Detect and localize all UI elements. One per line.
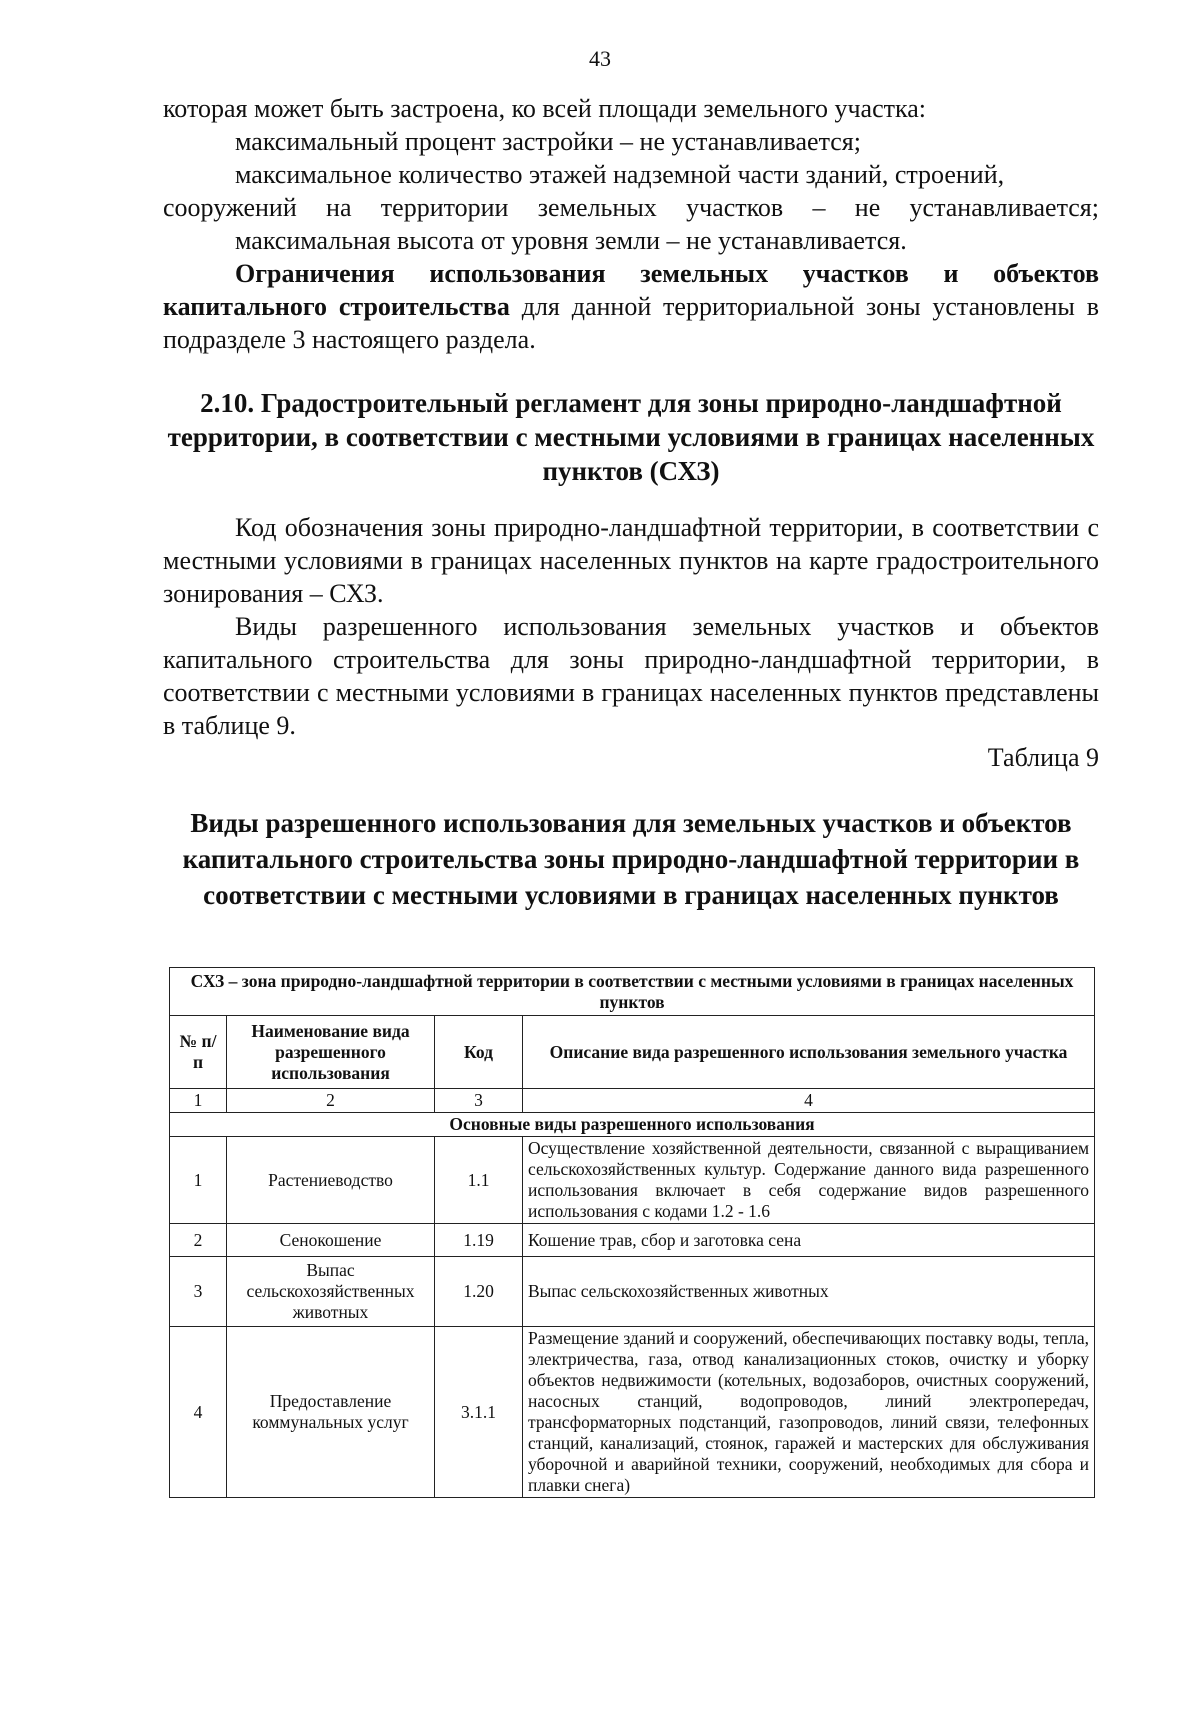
group-header: Основные виды разрешенного использования (170, 1113, 1095, 1137)
table-row (170, 1257, 1095, 1327)
intro-line-3: максимальное количество этажей надземной части зданий, строений, сооружений на территории земельных участков – не устанавливается; (163, 160, 1099, 222)
row-code: 1.19 (435, 1224, 523, 1257)
row-name: Растениеводство (227, 1137, 435, 1224)
header-name: Наименование вида разрешенного использования (227, 1016, 435, 1089)
row-num: 2 (170, 1224, 227, 1257)
header-description: Описание вида разрешенного использования земельного участка (523, 1016, 1095, 1089)
row-description: Кошение трав, сбор и заготовка сена (523, 1224, 1095, 1257)
intro-line-2: максимальный процент застройки – не устанавливается; (235, 127, 861, 156)
section-paragraph-2: Виды разрешенного использования земельных участков и объектов капитального строительства для зоны природно-ландшафтной территории, в соответствии с местными условиями в границах населенных пунктов представлены в таблице 9. (163, 612, 1099, 740)
page-number: 43 (589, 46, 611, 71)
restriction-rest: для данной территориальной зоны установлены в подразделе 3 настоящего раздела. (163, 292, 1099, 354)
restriction-bold: Ограничения использования земельных участков и объектов капитального строительства (163, 259, 1099, 321)
row-name: Выпас сельскохозяйственных животных (227, 1257, 435, 1327)
intro-line-1: которая может быть застроена, ко всей площади земельного участка: (163, 94, 927, 123)
row-name: Предоставление коммунальных услуг (227, 1327, 435, 1498)
section-title: 2.10. Градостроительный регламент для зоны природно-ландшафтной территории, в соответствии с местными условиями в границах населенных пунктов (СХЗ) (167, 388, 1095, 486)
header-num: № п/п (170, 1016, 227, 1089)
col-number-1: 1 (170, 1089, 227, 1113)
row-name: Сенокошение (227, 1224, 435, 1257)
zone-header: СХЗ – зона природно-ландшафтной территории в соответствии с местными условиями в границах населенных пунктов (170, 968, 1095, 1016)
col-number-3: 3 (435, 1089, 523, 1113)
row-code: 1.1 (435, 1137, 523, 1224)
row-description: Выпас сельскохозяйственных животных (523, 1257, 1095, 1327)
table-row (170, 1327, 1095, 1498)
restriction-paragraph (163, 257, 1099, 356)
row-code: 1.20 (435, 1257, 523, 1327)
row-code: 3.1.1 (435, 1327, 523, 1498)
row-num: 4 (170, 1327, 227, 1498)
table-label: Таблица 9 (987, 743, 1099, 772)
intro-line-4: максимальная высота от уровня земли – не устанавливается. (235, 226, 907, 255)
col-number-4: 4 (523, 1089, 1095, 1113)
table-row (170, 1137, 1095, 1224)
row-description: Осуществление хозяйственной деятельности, связанной с выращиванием сельскохозяйственных культур. Содержание данного вида разрешенного использования включает в себя содержание видов разрешенного использования с кодами 1.2 - 1.6 (523, 1137, 1095, 1224)
header-code: Код (435, 1016, 523, 1089)
table-row (170, 1224, 1095, 1257)
section-paragraph-1: Код обозначения зоны природно-ландшафтной территории, в соответствии с местными условиями в границах населенных пунктов на карте градостроительного зонирования – СХЗ. (163, 513, 1099, 608)
table-title: Виды разрешенного использования для земельных участков и объектов капитального строительства зоны природно-ландшафтной территории в соответствии с местными условиями в границах населенных пунктов (182, 808, 1080, 910)
row-num: 3 (170, 1257, 227, 1327)
row-description: Размещение зданий и сооружений, обеспечивающих поставку воды, тепла, электричества, газа, отвод канализационных стоков, очистку и уборку объектов недвижимости (котельных, водозаборов, очистных сооружений, насосных станций, водопроводов, линий электропередач, трансформаторных подстанций, газопроводов, линий связи, телефонных станций, канализаций, стоянок, гаражей и мастерских для обслуживания уборочной и аварийной техники, сооружений, необходимых для сбора и плавки снега) (523, 1327, 1095, 1498)
regulation-table (169, 967, 1095, 1498)
col-number-2: 2 (227, 1089, 435, 1113)
row-num: 1 (170, 1137, 227, 1224)
